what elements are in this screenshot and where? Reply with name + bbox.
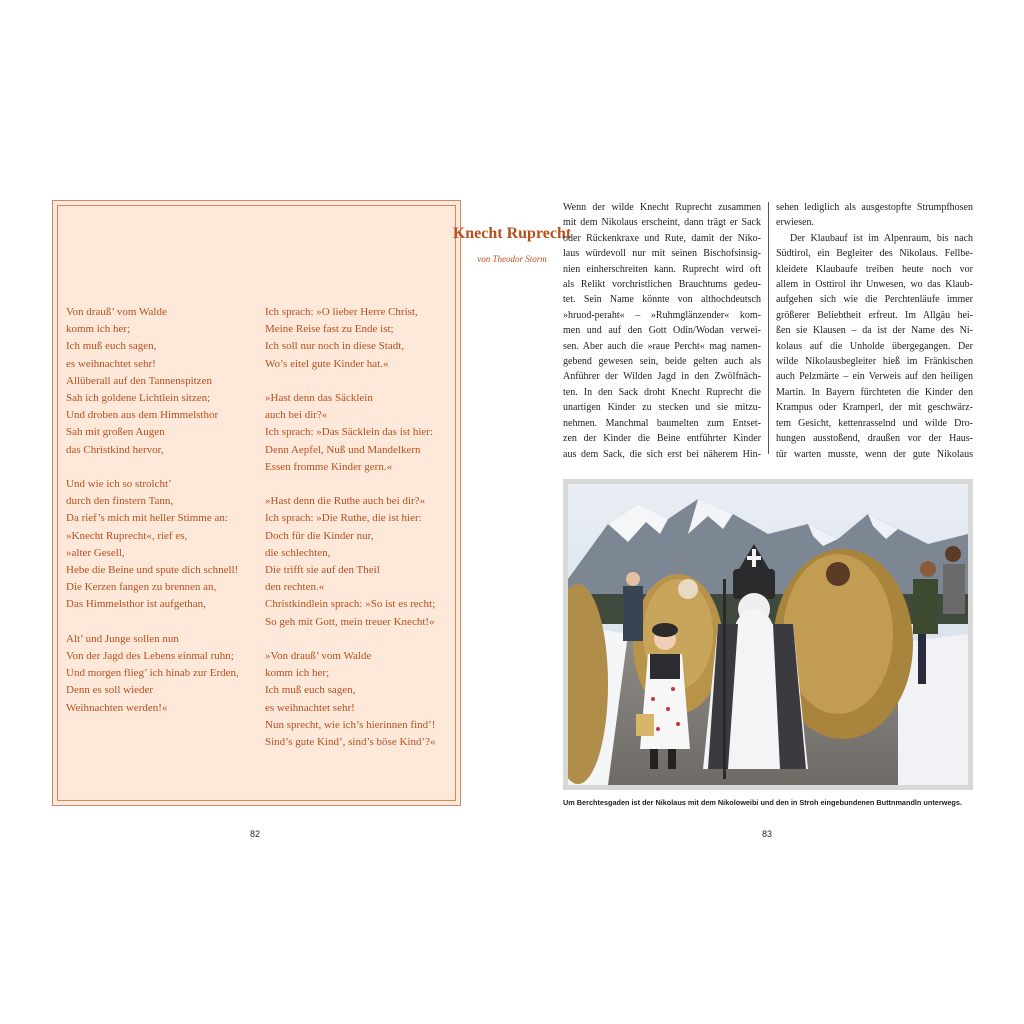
article-line: tet. Sein Name könnte von althochdeutsch [563, 294, 761, 306]
stanza-gap [265, 373, 455, 390]
article-column-left [563, 200, 761, 462]
poem-line: komm ich her; [265, 667, 330, 680]
article-line: tür warten musste, wenn der gute Nikolaus [776, 448, 973, 460]
poem-line: Und wie ich so strolcht’ [66, 478, 172, 491]
poem-author: von Theodor Storm [477, 254, 547, 264]
page-number-left: 82 [250, 829, 261, 839]
stanza-gap [66, 614, 246, 631]
article-line: sehen lediglich als ausgestopfte Strumpfhosen [776, 202, 973, 213]
article-line: Martin. In Bayern fürchteten die Kinder den [776, 386, 973, 398]
poem-line: Und droben aus dem Himmelsthor [66, 409, 219, 422]
poem-line: Die Kerzen fangen zu brennen an, [66, 581, 217, 594]
article-line: aufgehen sich wie die Perchtenläufe immer [776, 294, 973, 306]
poem-line: Die trifft sie auf den Theil [265, 564, 380, 577]
poem-line: Denn Aepfel, Nuß und Mandelkern [265, 443, 421, 456]
article-line: wilde Nikolausbegleiter hieß im Fränkischen [776, 356, 973, 368]
poem-column-right [265, 304, 455, 751]
photo-caption: Um Berchtesgaden ist der Nikolaus mit dem Nikoloweibi und den in Stroh eingebundenen Buttnmandln unterwegs. [563, 798, 962, 807]
article-line: gebend gewesen sein, beide gelten auch als [563, 356, 761, 368]
article-line: ten. In den Sack droht Knecht Ruprecht die [563, 386, 761, 398]
article-line: nehmen. Manchmal baumelten zum Entset- [563, 417, 761, 429]
article-line: als Relikt vorchristlichen Brauchtums gedeu- [563, 279, 761, 291]
poem-line: »Knecht Ruprecht«, rief es, [66, 529, 188, 542]
poem-line: Meine Reise fast zu Ende ist; [265, 323, 394, 336]
article-line: laus würdevoll nur mit seinen Bischofsinsig- [563, 248, 761, 260]
article-column-right [776, 200, 973, 462]
poem-line: Ich sprach: »Das Säcklein das ist hier: [265, 426, 434, 439]
photo-nikolaus-procession [563, 479, 973, 790]
article-line: Anführer der Wilden Jagd in den Zwölfnäch- [563, 371, 761, 383]
article-line: oder Rückenkraxe und Rute, damit der Niko- [563, 232, 761, 244]
poem-line: »Hast denn die Ruthe auch bei dir?« [265, 495, 426, 508]
photo-illustration [568, 484, 968, 785]
article-line: kolaus auf die Unholde übergegangen. Der [776, 340, 973, 352]
article-line: hungen ausstoßend, draußen vor der Haus- [776, 433, 973, 445]
poem-line: Ich muß euch sagen, [66, 340, 157, 353]
article-line: zen der Kinder die Beine entführter Kinder [563, 433, 761, 445]
poem-column-left [66, 304, 246, 717]
poem-line: Sah ich goldene Lichtlein sitzen; [66, 392, 211, 405]
poem-line: die schlechten, [265, 546, 331, 559]
poem-line: Ich sprach: »Die Ruthe, die ist hier: [265, 512, 422, 525]
poem-line: Ich soll nur noch in diese Stadt, [265, 340, 405, 353]
article-line: auch Pelzmärte – ein Verweis auf den heiligen [776, 371, 973, 383]
poem-line: So geh mit Gott, mein treuer Knecht!« [265, 615, 435, 628]
poem-line: Von der Jagd des Lebens einmal ruhn; [66, 650, 234, 663]
poem-line: Christkindlein sprach: »So ist es recht; [265, 598, 436, 611]
stanza-gap [265, 631, 455, 648]
article-line: erwiesen. [776, 217, 815, 229]
article-line: ßen sie Klausen – da ist der Name des Ni- [776, 325, 973, 337]
poem-line: Ich sprach: »O lieber Herre Christ, [265, 306, 418, 318]
poem-line: Hebe die Beine und spute dich schnell! [66, 564, 239, 577]
poem-title: Knecht Ruprecht [452, 225, 572, 242]
poem-line: »Von drauß’ vom Walde [265, 650, 372, 663]
article-line: unartigen Kinder zu stecken und sie mitzu- [563, 402, 761, 414]
poem-line: Sind’s gute Kind’, sind’s böse Kind’?« [265, 736, 436, 749]
poem-line: Weihnachten werden!« [66, 701, 168, 714]
poem-line: Nun sprecht, wie ich’s hierinnen find’! [265, 718, 436, 731]
poem-line: Wo’s eitel gute Kinder hat.« [265, 357, 389, 370]
poem-line: Denn es soll wieder [66, 684, 154, 697]
article-line: Wenn der wilde Knecht Ruprecht zusammen [563, 202, 761, 213]
article-line: tem Gesicht, kettenrasselnd und wilde Dro- [776, 417, 973, 429]
poem-line: Alt’ und Junge sollen nun [66, 632, 179, 645]
poem-line: Allüberall auf den Tannenspitzen [66, 374, 212, 387]
poem-line: Doch für die Kinder nur, [265, 529, 374, 542]
article-line: sen. Aber auch die »raue Percht« mag namen- [563, 340, 761, 352]
article-line: men und auf den Gott Odin/Wodan verwei- [563, 325, 761, 337]
poem-line: Das Himmelsthor ist aufgethan, [66, 598, 206, 611]
page-number-right: 83 [762, 829, 773, 839]
article-line: »hruod-peraht« – »Ruhmglänzender« kom- [563, 309, 761, 321]
article-line: mit dem Nikolaus erscheint, dann trägt er Sack [563, 217, 761, 229]
article-line: kleidete Klaubaufe treiben heute noch vor [776, 263, 973, 275]
poem-line: Sah mit großen Augen [66, 426, 165, 439]
poem-line: es weihnachtet sehr! [66, 357, 156, 370]
poem-line: den rechten.« [265, 581, 325, 594]
poem-line: es weihnachtet sehr! [265, 701, 355, 714]
column-divider [768, 202, 769, 454]
poem-line: »alter Gesell, [66, 546, 125, 559]
stanza-gap [265, 476, 455, 493]
poem-line: durch den finstern Tann, [66, 495, 174, 508]
poem-line: Essen fromme Kinder gern.« [265, 460, 393, 473]
article-line: allem in Osttirol ihr Unwesen, wo das Klaub- [776, 279, 973, 291]
article-line: aus dem Sack, die sich erst bei näherem Hin- [563, 448, 761, 460]
article-line: Krampus oder Kramperl, der mit geschwärz- [776, 402, 973, 414]
poem-line: Da rief’s mich mit heller Stimme an: [66, 512, 228, 525]
article-line: nien einherschreiten kann. Ruprecht wird oft [563, 263, 761, 275]
poem-line: komm ich her; [66, 323, 131, 336]
article-line: größerer Beliebtheit erfreut. Im Allgäu hei- [776, 309, 973, 321]
poem-line: Und morgen flieg’ ich hinab zur Erden, [66, 667, 239, 680]
poem-line: Von drauß’ vom Walde [66, 306, 167, 318]
poem-line: Ich muß euch sagen, [265, 684, 356, 697]
article-line: Südtirol, ein Begleiter des Nikolaus. Fellbe- [776, 248, 973, 260]
stanza-gap [66, 459, 246, 476]
article-line: Der Klaubauf ist im Alpenraum, bis nach [790, 232, 973, 244]
poem-line: »Hast denn das Säcklein [265, 392, 373, 404]
poem-line: das Christkind hervor, [66, 443, 164, 456]
poem-line: auch bei dir?« [265, 409, 328, 422]
